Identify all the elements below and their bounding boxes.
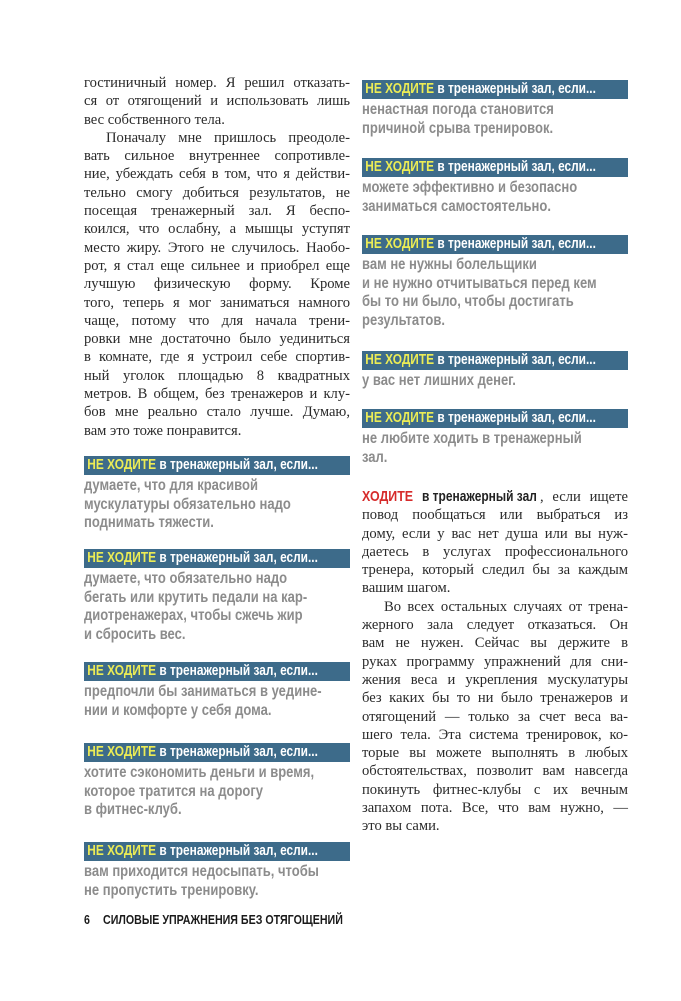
callout-box [362,351,628,391]
page-footer [84,911,396,929]
callout-line-text: мускулатуры обязательно надо [84,495,291,513]
text-line: дому, если у вас нет душа или вы нуж- [362,525,628,542]
callout-header-rest: в тренажерный зал, если... [434,410,596,426]
callout-line-text: бегать или крутить педали на кар- [84,588,308,606]
text-line: ровки мне достаточно было уединиться [84,331,350,348]
running-title: СИЛОВЫЕ УПРАЖНЕНИЯ БЕЗ ОТЯГОЩЕНИЙ [103,912,344,927]
callout-highlight: НЕ ХОДИТЕ [87,457,157,473]
callout-line [362,275,628,294]
text-line: рот, я стал еще сильнее и приобрел еще [84,257,350,274]
callout-line-text: у вас нет лишних денег. [362,372,516,389]
text-line: бов мне реально стало лучше. Думаю, [84,404,350,421]
text-line: ся от отягощений и использовать лишь [84,93,350,110]
callout-line [362,179,628,198]
callout-header-rest: в тренажерный зал, если... [434,159,596,175]
callout-box [362,158,628,216]
callout-line [362,256,628,275]
callout-line [84,626,350,645]
callout-line-text: можете эффективно и безопасно [362,179,578,196]
callout-text [362,101,628,138]
callout-line-text: бы то ни было, чтобы достигать [362,293,574,310]
text-line: без каких бы то ни было тренажеров и [362,690,628,707]
callout-line [362,430,628,449]
callout-line-text: и не нужно отчитываться перед кем [362,274,597,292]
callout-text [84,570,350,644]
callout-header [362,235,596,254]
callout-highlight: НЕ ХОДИТЕ [365,81,435,97]
text-line: вашим шагом. [362,580,451,597]
callout-line [362,372,628,391]
callout-line [84,570,350,589]
callout-line [84,783,350,802]
text-line: тренера, который следил бы за каждым [362,562,628,579]
callout-header-rest: в тренажерный зал, если... [156,457,318,473]
text-line: ный уголок площадью 8 квадратных [84,367,350,384]
callout-line-text: вам приходится недосыпать, чтобы [84,863,319,880]
text-line: чаще, потому что для начала трени- [84,312,350,329]
callout-header-bar [84,743,350,762]
callout-highlight: НЕ ХОДИТЕ [365,236,435,252]
callout-header [84,743,318,762]
callout-header [362,80,596,99]
text-line: шего тела. Эта система тренировок, ко- [362,726,628,743]
callout-header [362,409,596,428]
callout-header-bar [362,409,628,428]
callout-line [84,702,350,721]
callout-line-text: думаете, что обязательно надо [84,570,288,587]
callout-header-rest: в тренажерный зал, если... [156,663,318,679]
go-lead-rest: , если ищете [539,489,628,505]
callout-header [362,158,596,177]
callout-header-bar [362,351,628,370]
callout-header-bar [362,158,628,177]
text-line: в комнате, где я устроил себе спортив- [84,349,350,366]
callout-line [84,589,350,608]
callout-highlight: НЕ ХОДИТЕ [365,352,435,368]
text-line: Поначалу мне пришлось преодоле- [106,129,350,146]
callout-highlight: НЕ ХОДИТЕ [87,744,157,760]
callout-line-text: ненастная погода становится [362,101,554,118]
callout-line-text: нии и комфорте у себя дома. [84,701,272,719]
callout-text [84,477,350,533]
callout-highlight: НЕ ХОДИТЕ [87,550,157,566]
text-line: место жиру. Этого не случилось. Наобо- [84,239,350,256]
callout-line [362,312,628,331]
callout-header [84,456,318,475]
callout-text [84,683,350,720]
text-line: Во всех остальных случаях от трена- [384,598,628,615]
callout-line-text: заниматься самостоятельно. [362,197,551,215]
go-paragraph-lead [362,488,628,506]
callout-header [84,662,318,681]
text-line: покинуть фитнес-клубы с их вечным [362,781,628,798]
callout-text [84,764,350,820]
callout-line-text: причиной срыва тренировок. [362,119,554,137]
callout-text [362,256,628,330]
callout-highlight: НЕ ХОДИТЕ [87,843,157,859]
text-line: даетесь в услугах профессионального [362,543,628,560]
callout-line [362,120,628,139]
callout-box [84,456,350,533]
left-body-text [84,74,350,440]
callout-box [84,549,350,644]
callout-line [84,683,350,702]
callout-line-text: в фитнес-клуб. [84,801,182,818]
text-line: вать сильное внутреннее сопротивле- [84,148,350,165]
callout-box [362,80,628,138]
callout-header-bar [362,235,628,254]
callout-line-text: диотренажерах, чтобы сжечь жир [84,607,303,624]
callout-header-rest: в тренажерный зал, если... [156,550,318,566]
callout-box [362,235,628,330]
callout-line-text: предпочли бы заниматься в уедине- [84,683,322,700]
callout-line [84,801,350,820]
callout-header [362,351,596,370]
callout-line-text: зал. [362,448,388,466]
text-line: руках программу упражнений для сни- [362,653,628,670]
text-line: вес собственного тела. [84,111,225,128]
text-line: того, теперь я мог заниматься намного [84,294,350,311]
callout-header [84,549,318,568]
callout-line [84,477,350,496]
callout-header-bar [84,842,350,861]
text-line: торые вы можете выполнять в любых [362,745,628,762]
callout-line [84,607,350,626]
callout-line [362,293,628,312]
callout-text [362,179,628,216]
callout-box [84,662,350,720]
text-line: отягощений — только за счет веса ва- [362,708,628,725]
callout-line [84,863,350,882]
callout-header-rest: в тренажерный зал, если... [156,843,318,859]
callout-highlight: НЕ ХОДИТЕ [365,410,435,426]
callout-header-rest: в тренажерный зал, если... [434,352,596,368]
callout-header-bar [362,80,628,99]
callout-line-text: которое тратится на дорогу [84,782,264,800]
callout-header-rest: в тренажерный зал, если... [434,81,596,97]
callout-line-text: и сбросить вес. [84,625,186,643]
text-line: вам не нужен. Сейчас вы держите в [362,635,628,652]
callout-line-text: хотите сэкономить деньги и время, [84,764,315,781]
callout-text [362,372,628,391]
text-line: метров. В общем, без тренажеров и клу- [84,386,350,403]
callout-line [84,496,350,515]
callout-line [362,101,628,120]
callout-line-text: не пропустить тренировку. [84,881,259,899]
text-line: обстоятельствах, позволит вам навсегда [362,763,628,780]
text-line: ние, убеждать себя в том, что я действи- [84,166,350,183]
callout-line-text: думаете, что для красивой [84,477,258,494]
callout-text [362,430,628,467]
callout-header-rest: в тренажерный зал, если... [156,744,318,760]
text-line: тельно смогу добиться результатов, не [84,184,350,201]
callout-header [84,842,318,861]
callout-highlight: НЕ ХОДИТЕ [365,159,435,175]
callout-line [362,449,628,468]
callout-header-bar [84,549,350,568]
text-line: жерного зала следует отказаться. Он [362,617,628,634]
right-body-text [362,488,628,836]
text-line: жения веса и укрепления мускулатуры [362,671,628,688]
callout-box [84,743,350,820]
go-lead-red: ХОДИТЕ [362,489,414,505]
text-line: это вы сами. [362,818,440,835]
page-number: 6 [84,912,90,927]
go-lead-bold: в тренажерный зал [421,489,537,505]
callout-line [362,198,628,217]
text-line: повод пообщаться или выбраться из [362,507,628,524]
callout-line-text: поднимать тяжести. [84,514,214,531]
callout-text [84,863,350,900]
callout-line [84,882,350,901]
callout-line [84,764,350,783]
text-line: посещая тренажерный зал. Я беспо- [84,203,350,220]
text-line: коился, что ослабну, а мышцы уступят [84,221,350,238]
callout-highlight: НЕ ХОДИТЕ [87,663,157,679]
text-line: запахом пота. Все, что вам нужно, — [362,800,628,817]
callout-header-rest: в тренажерный зал, если... [434,236,596,252]
callout-header-bar [84,456,350,475]
callout-box [84,842,350,900]
callout-line-text: вам не нужны болельщики [362,256,537,273]
callout-header-bar [84,662,350,681]
callout-line-text: результатов. [362,311,445,329]
text-line: вам это тоже понравится. [84,422,242,439]
text-line: лучшую физическую форму. Кроме [84,276,350,293]
callout-line-text: не любите ходить в тренажерный [362,430,582,447]
callout-box [362,409,628,467]
text-line: гостиничный номер. Я решил отказать- [84,75,350,91]
callout-line [84,514,350,533]
